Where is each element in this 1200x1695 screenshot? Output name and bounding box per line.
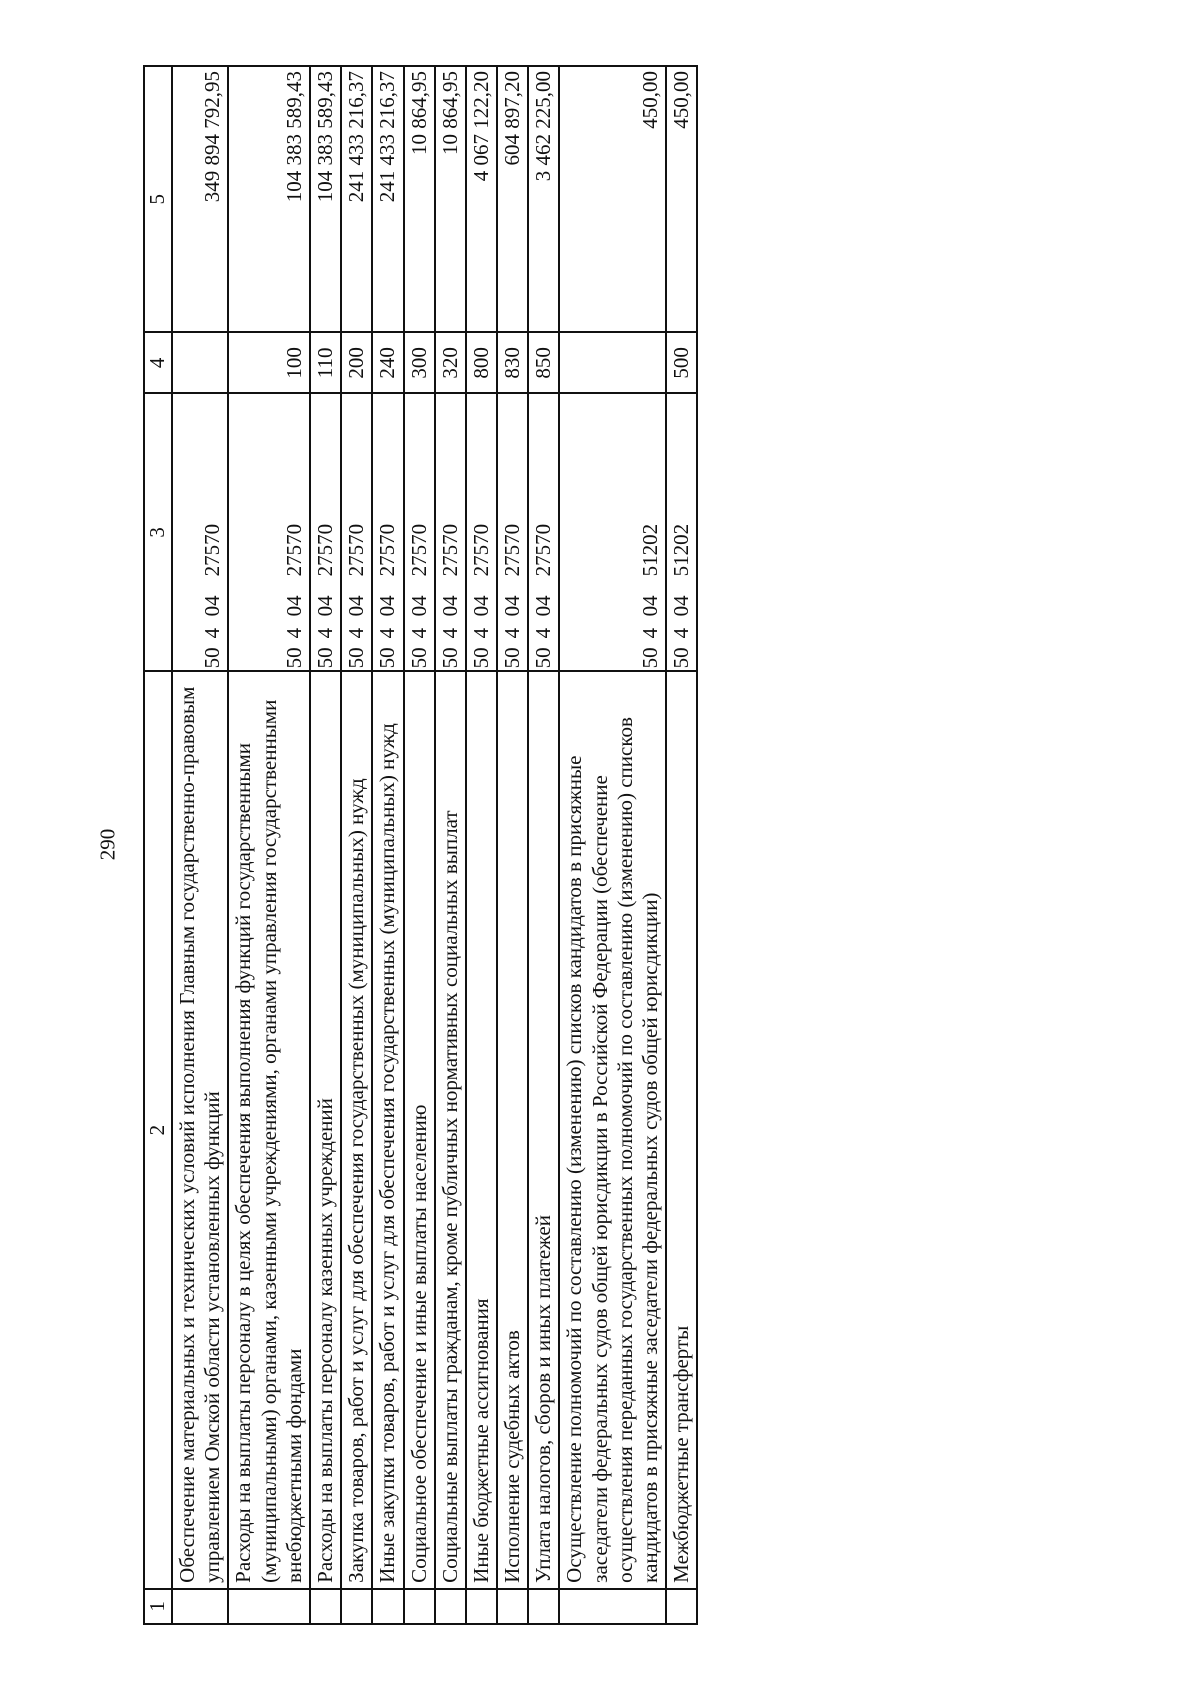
code-part-k1: 50 — [531, 647, 556, 669]
row-classification-code — [559, 393, 666, 671]
table-header-row — [144, 66, 172, 1624]
code-part-k3: 04 — [468, 595, 493, 617]
header-col-4: 4 — [144, 332, 172, 393]
code-part-k4: 51202 — [669, 523, 694, 577]
code-part-k2: 4 — [638, 627, 662, 639]
row-number-cell — [666, 1589, 697, 1624]
table-row — [466, 66, 497, 1624]
row-description: Иные бюджетные ассигнования — [466, 671, 497, 1588]
code-part-k3: 04 — [638, 595, 662, 617]
row-description: Уплата налогов, сборов и иных платежей — [528, 671, 559, 1588]
budget-table-wrapper — [143, 65, 1086, 1625]
code-part-k1: 50 — [200, 647, 225, 669]
code-part-k4: 27570 — [500, 523, 525, 577]
code-part-k1: 50 — [437, 647, 462, 669]
row-description: Осуществление полномочий по составлению (изменению) списков кандидатов в присяжные заседатели федеральных судов общей юрисдикции в Российской Федерации (обеспечение осуществления переданных государственных полномочий по составлению (изменению) списков кандидатов в присяжные заседатели федеральных судов общей юрисдикции) — [559, 671, 666, 1588]
row-classification-code — [466, 393, 497, 671]
code-part-k4: 27570 — [531, 523, 556, 577]
code-part-k2: 4 — [344, 627, 369, 639]
row-expense-type: 320 — [435, 332, 466, 393]
code-part-k3: 04 — [531, 595, 556, 617]
row-number-cell — [528, 1589, 559, 1624]
code-part-k4: 27570 — [344, 523, 369, 577]
table-row — [404, 66, 435, 1624]
code-part-k3: 04 — [312, 595, 337, 617]
row-classification-code — [404, 393, 435, 671]
code-part-k1: 50 — [281, 647, 306, 669]
code-part-k3: 04 — [281, 595, 306, 617]
code-part-k2: 4 — [468, 627, 493, 639]
code-part-k1: 50 — [500, 647, 525, 669]
table-row — [341, 66, 372, 1624]
row-expense-type: 500 — [666, 332, 697, 393]
code-part-k2: 4 — [500, 627, 525, 639]
header-col-1: 1 — [144, 1589, 172, 1624]
row-description: Обеспечение материальных и технических условий исполнения Главным государственно-правовым управлением Омской области установленных функций — [172, 671, 228, 1588]
row-amount: 104 383 589,43 — [310, 66, 341, 332]
page-number: 290 — [95, 828, 120, 861]
row-expense-type: 110 — [310, 332, 341, 393]
table-row — [559, 66, 666, 1624]
row-amount: 4 067 122,20 — [466, 66, 497, 332]
row-description: Межбюджетные трансферты — [666, 671, 697, 1588]
row-number-cell — [172, 1589, 228, 1624]
row-number-cell — [497, 1589, 528, 1624]
code-part-k2: 4 — [312, 627, 337, 639]
code-part-k3: 04 — [500, 595, 525, 617]
code-part-k4: 27570 — [437, 523, 462, 577]
code-part-k1: 50 — [669, 647, 694, 669]
code-part-k3: 04 — [437, 595, 462, 617]
row-expense-type: 850 — [528, 332, 559, 393]
code-part-k3: 04 — [375, 595, 400, 617]
row-classification-code — [372, 393, 403, 671]
row-amount: 349 894 792,95 — [172, 66, 228, 332]
row-number-cell — [372, 1589, 403, 1624]
row-amount: 104 383 589,43 — [228, 66, 310, 332]
row-expense-type — [172, 332, 228, 393]
row-number-cell — [404, 1589, 435, 1624]
row-classification-code — [228, 393, 310, 671]
code-part-k1: 50 — [344, 647, 369, 669]
code-part-k1: 50 — [638, 647, 662, 669]
code-part-k3: 04 — [344, 595, 369, 617]
code-part-k4: 27570 — [468, 523, 493, 577]
row-expense-type — [559, 332, 666, 393]
row-classification-code — [341, 393, 372, 671]
code-part-k4: 51202 — [638, 523, 662, 577]
row-description: Расходы на выплаты персоналу в целях обеспечения выполнения функций государственными (муниципальными) органами, казенными учреждениями, органами управления государственными внебюджетными фондами — [228, 671, 310, 1588]
row-amount: 241 433 216,37 — [372, 66, 403, 332]
row-number-cell — [341, 1589, 372, 1624]
code-part-k4: 27570 — [406, 523, 431, 577]
row-expense-type: 300 — [404, 332, 435, 393]
row-classification-code — [528, 393, 559, 671]
header-col-5: 5 — [144, 66, 172, 332]
code-part-k1: 50 — [406, 647, 431, 669]
row-classification-code — [666, 393, 697, 671]
header-col-3: 3 — [144, 393, 172, 671]
code-part-k4: 27570 — [312, 523, 337, 577]
row-number-cell — [466, 1589, 497, 1624]
code-part-k4: 27570 — [375, 523, 400, 577]
row-classification-code — [172, 393, 228, 671]
row-amount: 10 864,95 — [404, 66, 435, 332]
row-number-cell — [310, 1589, 341, 1624]
row-expense-type: 100 — [228, 332, 310, 393]
row-classification-code — [435, 393, 466, 671]
row-number-cell — [435, 1589, 466, 1624]
row-expense-type: 200 — [341, 332, 372, 393]
table-row — [372, 66, 403, 1624]
row-classification-code — [497, 393, 528, 671]
code-part-k4: 27570 — [200, 523, 225, 577]
row-amount: 604 897,20 — [497, 66, 528, 332]
code-part-k2: 4 — [406, 627, 431, 639]
row-description: Социальные выплаты гражданам, кроме публичных нормативных социальных выплат — [435, 671, 466, 1588]
code-part-k1: 50 — [375, 647, 400, 669]
row-amount: 10 864,95 — [435, 66, 466, 332]
row-description: Социальное обеспечение и иные выплаты населению — [404, 671, 435, 1588]
code-part-k2: 4 — [669, 627, 694, 639]
table-row — [528, 66, 559, 1624]
code-part-k1: 50 — [468, 647, 493, 669]
row-number-cell — [228, 1589, 310, 1624]
row-description: Исполнение судебных актов — [497, 671, 528, 1588]
code-part-k2: 4 — [437, 627, 462, 639]
row-amount: 3 462 225,00 — [528, 66, 559, 332]
code-part-k2: 4 — [281, 627, 306, 639]
code-part-k2: 4 — [375, 627, 400, 639]
table-row — [228, 66, 310, 1624]
code-part-k3: 04 — [406, 595, 431, 617]
header-col-2: 2 — [144, 671, 172, 1588]
row-expense-type: 240 — [372, 332, 403, 393]
row-amount: 450,00 — [666, 66, 697, 332]
table-row — [666, 66, 697, 1624]
row-amount: 450,00 — [559, 66, 666, 332]
row-classification-code — [310, 393, 341, 671]
table-row — [435, 66, 466, 1624]
row-number-cell — [559, 1589, 666, 1624]
code-part-k2: 4 — [200, 627, 225, 639]
row-amount: 241 433 216,37 — [341, 66, 372, 332]
row-description: Иные закупки товаров, работ и услуг для обеспечения государственных (муниципальных) нужд — [372, 671, 403, 1588]
row-expense-type: 800 — [466, 332, 497, 393]
code-part-k1: 50 — [312, 647, 337, 669]
code-part-k4: 27570 — [281, 523, 306, 577]
code-part-k2: 4 — [531, 627, 556, 639]
table-row — [497, 66, 528, 1624]
row-description: Закупка товаров, работ и услуг для обеспечения государственных (муниципальных) нужд — [341, 671, 372, 1588]
row-description: Расходы на выплаты персоналу казенных учреждений — [310, 671, 341, 1588]
budget-table — [143, 65, 698, 1625]
table-row — [310, 66, 341, 1624]
table-row — [172, 66, 228, 1624]
row-expense-type: 830 — [497, 332, 528, 393]
code-part-k3: 04 — [669, 595, 694, 617]
code-part-k3: 04 — [200, 595, 225, 617]
